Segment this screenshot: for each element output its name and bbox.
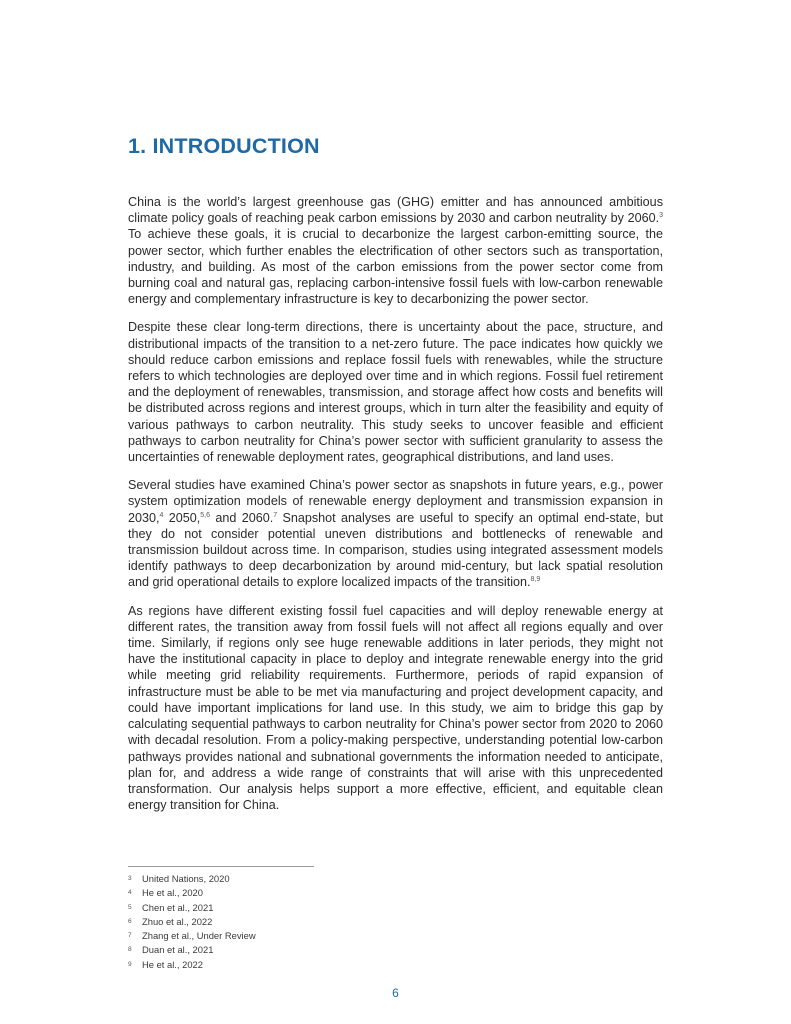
footnote-list <box>128 872 256 972</box>
page-number: 6 <box>392 986 399 1000</box>
footnote-number: 5 <box>128 903 132 911</box>
section-heading: 1. INTRODUCTION <box>128 134 320 158</box>
footnote-number: 9 <box>128 960 132 968</box>
paragraph-3-text-c: and 2060. <box>210 510 274 525</box>
paragraph-4: As regions have different existing fossil fuel capacities and will deploy renewable energy at different rates, the transition away from fossil fuels will not affect all regions equally and over time. Similarly, if regions only see huge renewable additions in later periods, they might not have the institutional capacity in place to deploy and integrate renewable energy into the grid while meeting grid reliability requirements. Furthermore, periods of rapid expansion of infrastructure must be able to be met via manufacturing and project development capacity, and could have important implications for land use. In this study, we aim to bridge this gap by calculating sequential pathways to carbon neutrality for China’s power sector from 2020 to 2060 with decadal resolution. From a policy-making perspective, understanding potential low-carbon pathways provides national and subnational governments the information needed to anticipate, plan for, and address a wide range of constraints that will arise with this unprecedented transformation. Our analysis helps support a more effective, efficient, and equitable clean energy transition for China. <box>128 603 663 813</box>
footnote-ref-4: 4 <box>159 511 164 519</box>
footnote-number: 3 <box>128 875 132 882</box>
footnote <box>128 943 256 957</box>
footnote-number: 4 <box>128 889 132 897</box>
footnote <box>128 929 256 943</box>
paragraph-1-text-a: China is the world’s largest greenhouse gas (GHG) emitter and has announced ambitious climate policy goals of reaching peak carbon emissions by 2030 and carbon neutrality by 2060. <box>128 195 663 226</box>
footnote <box>128 915 256 929</box>
footnote-number: 7 <box>128 932 132 940</box>
footnote-text: Chen et al., 2021 <box>142 901 214 913</box>
body-text <box>128 194 663 825</box>
footnote <box>128 872 256 886</box>
footnote-divider <box>128 866 314 867</box>
paragraph-3 <box>128 477 663 590</box>
paragraph-1-text-b: To achieve these goals, it is crucial to decarbonize the largest carbon-emitting source, the power sector, which further enables the electrification of other sectors such as transportation, industry, and building. As most of the carbon emissions from the power sector come from burning coal and natural gas, replacing carbon-intensive fossil fuels with low-carbon renewable energy and complementary infrastructure is key to decarbonizing the power sector. <box>128 227 663 307</box>
footnote-ref-8-9: 8,9 <box>530 576 541 584</box>
footnote-ref-3: 3 <box>659 212 663 220</box>
footnote <box>128 901 256 915</box>
footnote-ref-7: 7 <box>273 511 278 519</box>
footnote-text: Zhang et al., Under Review <box>142 930 256 942</box>
footnote-number: 6 <box>128 917 132 925</box>
footnote-text: Duan et al., 2021 <box>142 944 214 956</box>
paragraph-3-text-b: 2050, <box>163 510 201 525</box>
footnote-text: He et al., 2020 <box>142 887 203 899</box>
paragraph-3-text-d: Snapshot analyses are useful to specify an optimal end-state, but they do not consider potential uneven distributions and bottlenecks of renewable and transmission buildout across time. In comparison, studies using integrated assessment models identify pathways to deep decarbonization by around mid-century, but lack spatial resolution and grid operational details to explore localized impacts of the transition. <box>128 510 664 590</box>
paragraph-3-text-a: Several studies have examined China’s power sector as snapshots in future years, e.g., power system optimization models of renewable energy deployment and transmission expansion in 2030, <box>128 478 663 525</box>
footnote <box>128 886 256 900</box>
footnote-text: United Nations, 2020 <box>142 873 230 884</box>
footnote-text: He et al., 2022 <box>142 958 203 970</box>
footnote <box>128 958 256 972</box>
footnote-number: 8 <box>128 946 132 954</box>
footnote-ref-5-6: 5,6 <box>200 511 211 519</box>
footnote-text: Zhuo et al., 2022 <box>142 915 213 927</box>
paragraph-1 <box>128 194 663 307</box>
paragraph-2: Despite these clear long-term directions, there is uncertainty about the pace, structure, and distributional impacts of the transition to a net-zero future. The pace indicates how quickly we should reduce carbon emissions and replace fossil fuels with renewables, while the structure refers to which technologies are deployed over time and in which regions. Fossil fuel retirement and the deployment of renewables, transmission, and storage affect how costs and benefits will be distributed across regions and interest groups, which in turn alter the feasibility and equity of various pathways to carbon neutrality. This study seeks to uncover feasible and efficient pathways to carbon neutrality for China’s power sector with sufficient granularity to assess the uncertainties of renewable deployment rates, geographical distributions, and land uses. <box>128 320 663 465</box>
